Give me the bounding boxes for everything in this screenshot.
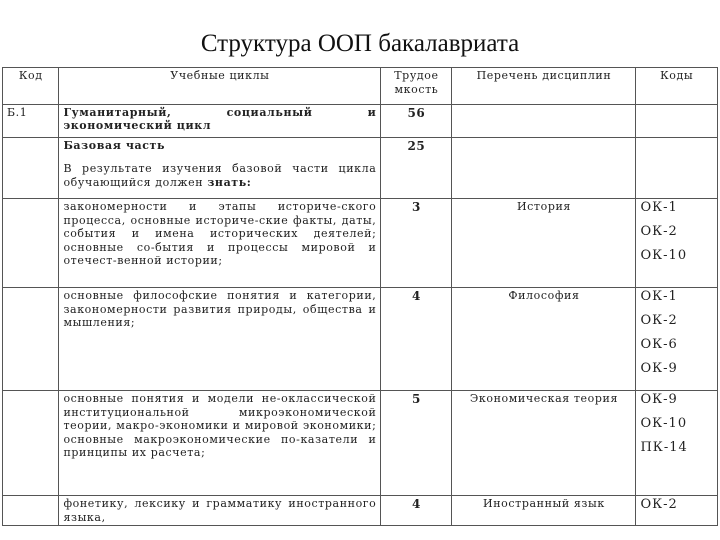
competence-code: ОК-1 xyxy=(640,200,678,215)
cycle-name-part: Гуманитарный, xyxy=(63,106,172,119)
cell-empty xyxy=(3,496,59,526)
competence-code: ОК-6 xyxy=(640,337,678,352)
cycle-name-part: экономический цикл xyxy=(63,119,212,132)
table-row xyxy=(3,496,718,526)
competence-code: ПК-14 xyxy=(640,440,688,455)
competence-code: ОК-2 xyxy=(640,224,678,239)
competence-code: ОК-9 xyxy=(640,392,678,407)
cell-empty xyxy=(636,138,718,199)
cell-labor: 4 xyxy=(381,288,452,391)
competence-code: ОК-1 xyxy=(640,289,678,304)
table-row xyxy=(3,288,718,391)
header-disciplines: Перечень дисциплин xyxy=(452,68,636,105)
cell-empty xyxy=(452,105,636,138)
cell-discipline: Экономическая теория xyxy=(452,391,636,496)
cell-codes xyxy=(636,496,718,526)
competence-code: ОК-2 xyxy=(640,313,678,328)
table-row-gum-cycle xyxy=(3,105,718,138)
cycle-name-part: и xyxy=(367,106,377,119)
competence-code: ОК-9 xyxy=(640,361,678,376)
cell-discipline: Философия xyxy=(452,288,636,391)
competence-code: ОК-2 xyxy=(640,497,678,512)
curriculum-table xyxy=(2,67,718,526)
cycle-name-part: социальный xyxy=(226,106,313,119)
table-row xyxy=(3,199,718,288)
intro-bold: знать: xyxy=(207,175,252,189)
cell-empty xyxy=(3,391,59,496)
table-row-base-part xyxy=(3,138,718,199)
cell-codes xyxy=(636,288,718,391)
intro-text: В результате изучения базовой части цикла обучающийся должен xyxy=(63,162,377,189)
cell-discipline: Иностранный язык xyxy=(452,496,636,526)
cell-empty xyxy=(3,199,59,288)
cell-empty xyxy=(3,138,59,199)
base-part-title: Базовая часть xyxy=(63,139,166,152)
cell-labor: 3 xyxy=(381,199,452,288)
competence-code: ОК-10 xyxy=(640,416,688,431)
header-code: Код xyxy=(3,68,59,105)
header-labor: Трудое мкость xyxy=(381,68,452,105)
cell-codes xyxy=(636,391,718,496)
header-codes: Коды xyxy=(636,68,718,105)
cell-empty xyxy=(452,138,636,199)
table-header-row xyxy=(3,68,718,105)
cell-empty xyxy=(636,105,718,138)
header-cycles: Учебные циклы xyxy=(59,68,381,105)
cell-knowledge: фонетику, лексику и грамматику иностранного языка, xyxy=(59,496,381,526)
cell-knowledge: основные понятия и модели не-оклассической институциональной микроэкономической теории, макро-экономики и мировой экономики; основные макроэкономические по-казатели и принципы их расчета; xyxy=(59,391,381,496)
cell-codes xyxy=(636,199,718,288)
cell-labor: 25 xyxy=(381,138,452,199)
page-title: Структура ООП бакалавриата xyxy=(200,30,520,57)
table-row xyxy=(3,391,718,496)
cell-base-part xyxy=(59,138,381,199)
cell-cycle-name xyxy=(59,105,381,138)
competence-code: ОК-10 xyxy=(640,248,688,263)
cell-labor: 4 xyxy=(381,496,452,526)
base-part-intro xyxy=(63,162,376,189)
cell-knowledge: закономерности и этапы историче-ского процесса, основные историче-ские факты, даты, события и имена исторических деятелей; основные со-бытия и процессы мировой и отечест-венной истории; xyxy=(59,199,381,288)
cell-knowledge: основные философские понятия и категории, закономерности развития природы, общества и мышления; xyxy=(59,288,381,391)
cell-discipline: История xyxy=(452,199,636,288)
cell-labor: 56 xyxy=(381,105,452,138)
cell-code: Б.1 xyxy=(3,105,59,138)
cell-empty xyxy=(3,288,59,391)
cell-labor: 5 xyxy=(381,391,452,496)
